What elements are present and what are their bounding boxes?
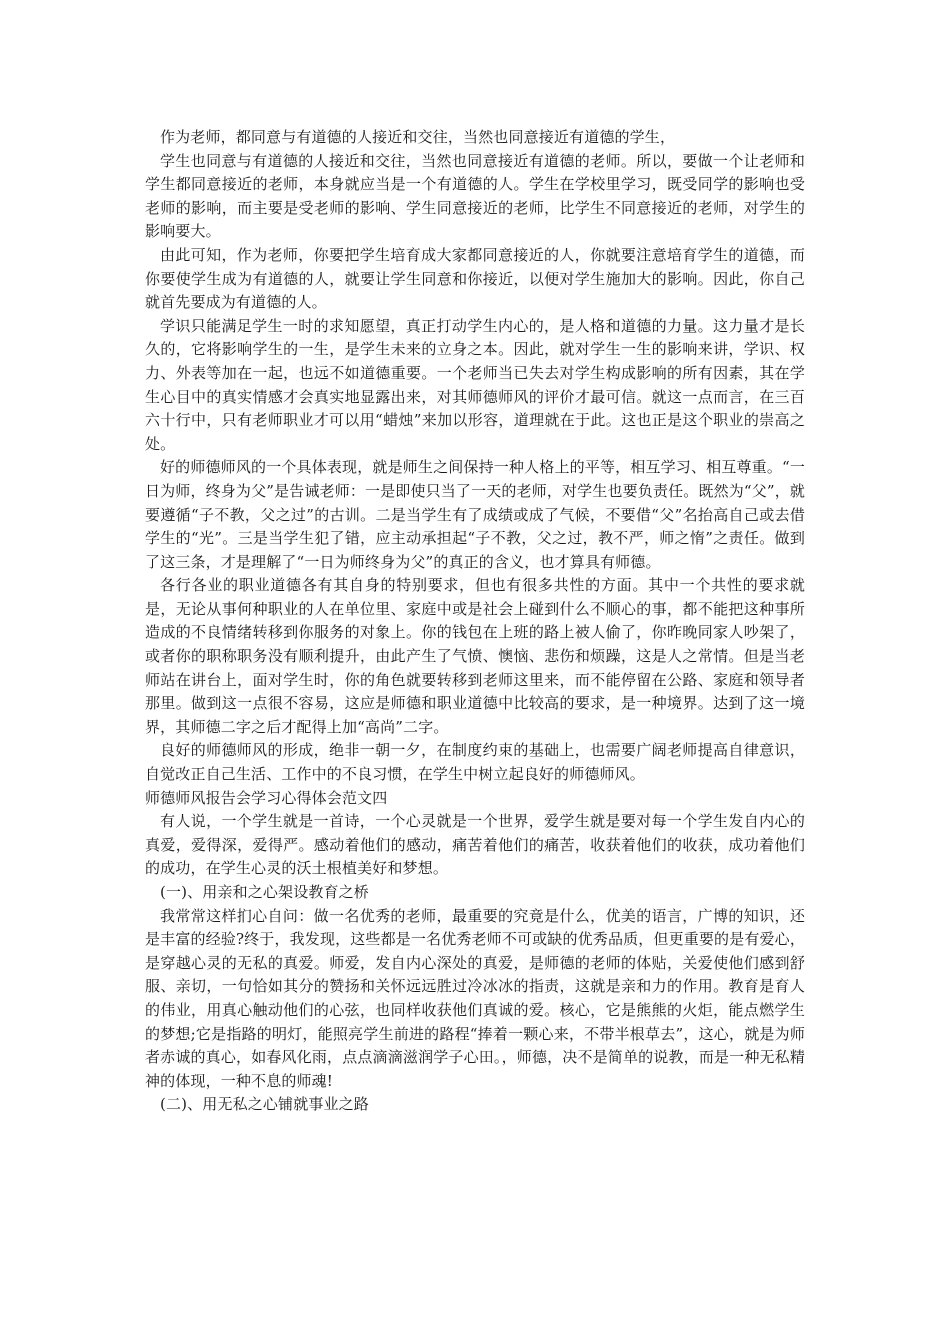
paragraph: 学生也同意与有道德的人接近和交往，当然也同意接近有道德的老师。所以，要做一个让老师和学生都同意接近的老师，本身就应当是一个有道德的人。学生在学校里学习，既受同学的影响也受老师的影响，而主要是受老师的影响、学生同意接近的老师，比学生不同意接近的老师，对学生的影响要大。 (145, 151, 805, 241)
paragraph: 由此可知，作为老师，你要把学生培育成大家都同意接近的人，你就要注意培育学生的道德，而你要使学生成为有道德的人，就要让学生同意和你接近，以便对学生施加大的影响。因此，你自己就首先要成为有道德的人。 (145, 245, 805, 312)
subsection-heading: (一)、用亲和之心架设教育之桥 (160, 883, 369, 901)
paragraph: 作为老师，都同意与有道德的人接近和交往，当然也同意接近有道德的学生， (160, 128, 676, 146)
paragraph: 各行各业的职业道德各有其自身的特别要求，但也有很多共性的方面。其中一个共性的要求就是，无论从事何种职业的人在单位里、家庭中或是社会上碰到什么不顺心的事，都不能把这种事所造成的不良情绪转移到你服务的对象上。你的钱包在上班的路上被人偷了，你昨晚同家人吵架了，或者你的职称职务没有顺利提升，由此产生了气愤、懊恼、悲伤和烦躁，这是人之常情。但是当老师站在讲台上，面对学生时，你的角色就要转移到老师这里来，而不能停留在公路、家庭和领导者那里。做到这一点很不容易，这应是师德和职业道德中比较高的要求，是一种境界。达到了这一境界，其师德二字之后才配得上加“高尚”二字。 (145, 576, 805, 736)
paragraph: 有人说，一个学生就是一首诗，一个心灵就是一个世界，爱学生就是要对每一个学生发自内心的真爱，爱得深，爱得严。感动着他们的感动，痛苦着他们的痛苦，收获着他们的收获，成功着他们的成功，在学生心灵的沃土根植美好和梦想。 (145, 812, 805, 878)
section-heading: 师德师风报告会学习心得体会范文四 (145, 788, 388, 807)
paragraph: 学识只能满足学生一时的求知愿望，真正打动学生内心的，是人格和道德的力量。这力量才是长久的，它将影响学生的一生，是学生未来的立身之本。因此，就对学生一生的影响来讲，学识、权力、外表等加在一起，也远不如道德重要。一个老师当已失去对学生构成影响的所有因素，其在学生心目中的真实情感才会真实地显露出来，对其师德师风的评价才最可信。就这一点而言，在三百六十行中，只有老师职业才可以用“蜡烛”来加以形容，道理就在于此。这也正是这个职业的崇高之处。 (145, 316, 805, 453)
paragraph: 我常常这样扪心自问：做一名优秀的老师，最重要的究竟是什么，优美的语言，广博的知识，还是丰富的经验?终于，我发现，这些都是一名优秀老师不可或缺的优秀品质，但更重要的是有爱心，是穿越心灵的无私的真爱。师爱，发自内心深处的真爱，是师德的老师的体贴，关爱使他们感到舒服、亲切，一句恰如其分的赞扬和关怀远远胜过冷冰冰的指责，这就是亲和力的作用。教育是育人的伟业，用真心触动他们的心弦，也同样收获他们真诚的爱。核心，它是熊熊的火炬，能点燃学生的梦想;它是指路的明灯，能照亮学生前进的路程“捧着一颗心来，不带半根草去”，这心，就是为师者赤诚的真心，如春风化雨，点点滴滴滋润学子心田。，师德，决不是简单的说教，而是一种无私精神的体现，一种不息的师魂! (145, 906, 805, 1090)
paragraph: 好的师德师风的一个具体表现，就是师生之间保持一种人格上的平等，相互学习、相互尊重。“一日为师，终身为父”是告诫老师：一是即使只当了一天的老师，对学生也要负责任。既然为“父”，就要遵循“子不教，父之过”的古训。二是当学生有了成绩或成了气候，不要借“父”名抬高自己或去借学生的“光”。三是当学生犯了错，应主动承担起“子不教，父之过，教不严，师之惰”之责任。做到了这三条，才是理解了“一日为师终身为父”的真正的含义，也才算具有师德。 (145, 458, 805, 571)
paragraph: 良好的师德师风的形成，绝非一朝一夕，在制度约束的基础上，也需要广阔老师提高自律意识，自觉改正自己生活、工作中的不良习惯，在学生中树立起良好的师德师风。 (145, 741, 805, 784)
document-body (145, 126, 805, 1117)
subsection-heading: (二)、用无私之心铺就事业之路 (160, 1095, 369, 1114)
